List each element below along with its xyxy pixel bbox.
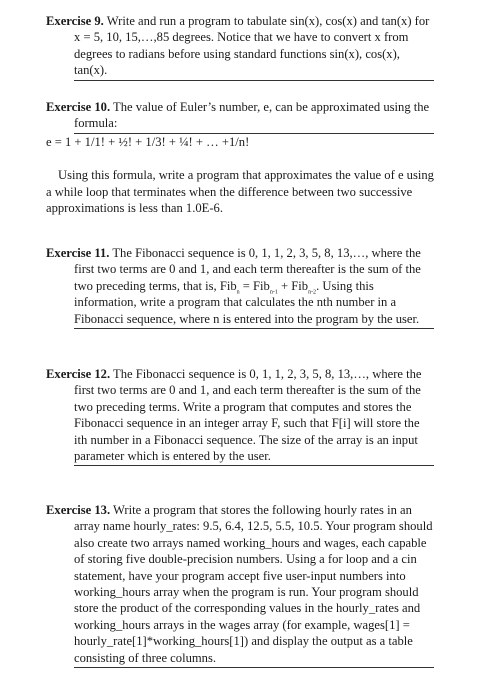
fib-subscript-n-2: n-2: [308, 289, 317, 296]
exercise-11-body-d: . Using this information, write a program that calculates the nth number in a Fibonacci sequence, where n is entered into the program by the user.: [74, 278, 420, 326]
exercise-11-body-c: + Fib: [277, 278, 309, 293]
exercise-11-body-b: = Fib: [239, 278, 270, 293]
exercise-11-body-a: The Fibonacci sequence is 0, 1, 1, 2, 3, 5, 8, 13,…, where the first two terms are 0 and 1, and each term thereafter is the sum of the two preceding terms, that is, Fib: [74, 246, 421, 293]
euler-formula: e = 1 + 1/1! + ½! + 1/3! + ¼! + … +1/n!: [46, 134, 250, 149]
exercise-10: [46, 99, 434, 216]
exercise-9-label: Exercise 9.: [46, 14, 104, 28]
exercise-12: [46, 366, 434, 466]
exercise-13-text: [46, 502, 434, 666]
exercise-13-label: Exercise 13.: [46, 503, 111, 517]
exercise-12-underline: [74, 465, 434, 466]
exercise-11-underline: [74, 328, 434, 329]
exercise-13: [46, 502, 434, 668]
exercise-9: [46, 13, 434, 81]
exercise-12-body: The Fibonacci sequence is 0, 1, 1, 2, 3, 5, 8, 13,…, where the first two terms are 0 and 1, and each term thereafter is the sum of the two preceding terms. Write a program that computes and stores the Fibonacci sequence in an integer array F, such that F[i] will store the ith number in a Fibonacci sequence. The size of the array is an input parameter which is entered by the user.: [74, 367, 422, 464]
exercise-10-text: [46, 99, 434, 132]
fib-subscript-n: n: [236, 289, 240, 296]
exercise-10-label: Exercise 10.: [46, 100, 111, 114]
exercise-11: [46, 245, 434, 329]
exercise-13-underline: [74, 667, 434, 668]
fib-subscript-n-1: n-1: [269, 289, 278, 296]
exercise-11-text: [46, 245, 434, 327]
exercise-13-body: Write a program that stores the following hourly rates in an array name hourly_rates: 9.5, 6.4, 12.5, 5.5, 10.5. Your program should also create two arrays named working_hours and wages, each capable of storing five double-precision numbers. Using a for loop and a cin statement, have your program accept five user-input numbers into working_hours array when the program is run. Your program should store the product of the corresponding values in the hourly_rates and working_hours arrays in the wages array (for example, wages[1] = hourly_rate[1]*working_hours[1]) and display the output as a table consisting of three columns.: [74, 503, 433, 665]
exercise-12-label: Exercise 12.: [46, 367, 111, 381]
exercise-10-followup: Using this formula, write a program that approximates the value of e using a while loop that terminates when the difference between two successive approximations is less than 1.0E-6.: [46, 168, 434, 216]
exercise-9-text: [46, 13, 434, 79]
exercise-11-label: Exercise 11.: [46, 246, 110, 260]
exercise-10-body: The value of Euler’s number, e, can be approximated using the formula:: [74, 100, 430, 131]
exercise-9-underline: [74, 80, 434, 81]
exercise-9-body: Write and run a program to tabulate sin(x), cos(x) and tan(x) for x = 5, 10, 15,…,85 degrees. Notice that we have to convert x from degrees to radians before using standard functions sin(x), cos(x), tan(x).: [74, 14, 430, 78]
exercise-12-text: [46, 366, 434, 464]
